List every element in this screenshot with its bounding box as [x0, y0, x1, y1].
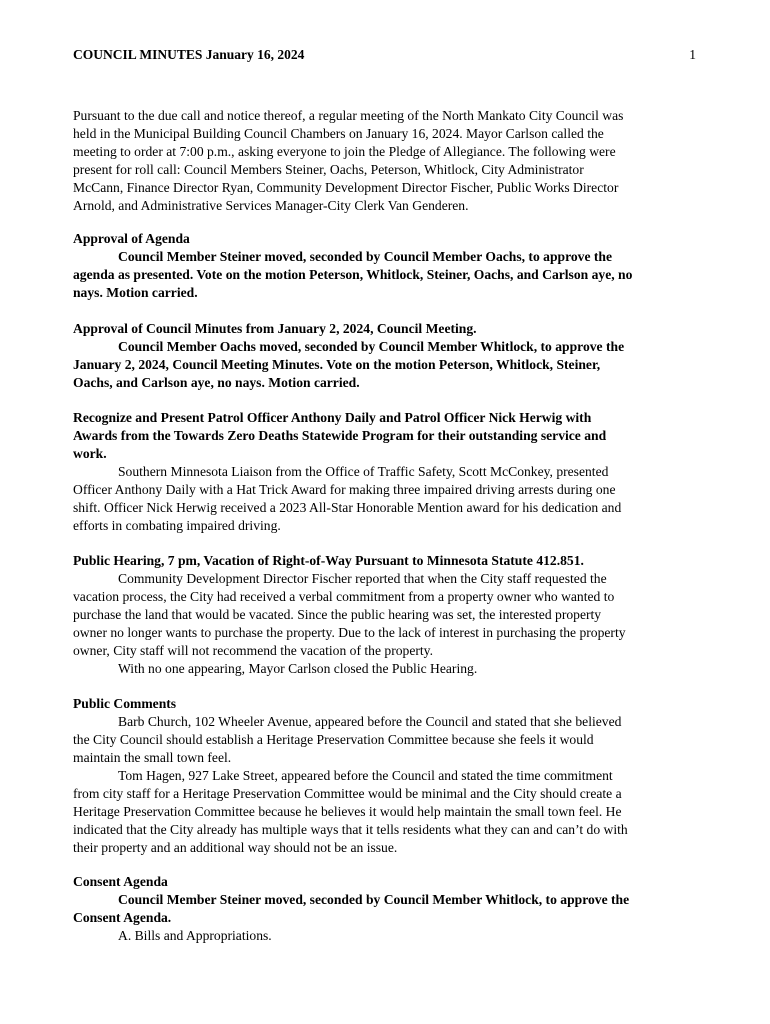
body-line: from city staff for a Heritage Preservation Committee would be minimal and the City should create a [73, 786, 622, 801]
section-heading-awards: Recognize and Present Patrol Officer Anthony Daily and Patrol Officer Nick Herwig with [73, 410, 592, 425]
motion-line: Oachs, and Carlson aye, no nays. Motion carried. [73, 375, 360, 390]
section-heading-minutes: Approval of Council Minutes from January 2, 2024, Council Meeting. [73, 321, 477, 336]
motion-line: nays. Motion carried. [73, 285, 198, 300]
body-line: Southern Minnesota Liaison from the Office of Traffic Safety, Scott McConkey, presented [118, 464, 609, 479]
section-heading-consent: Consent Agenda [73, 874, 168, 889]
motion-line: Council Member Steiner moved, seconded by Council Member Whitlock, to approve the [118, 892, 630, 907]
section-heading-awards: Awards from the Towards Zero Deaths Statewide Program for their outstanding service and [73, 428, 607, 443]
body-line: vacation process, the City had received a verbal commitment from a property owner who wanted to [73, 589, 615, 604]
body-line: the City Council should establish a Heritage Preservation Committee because she feels it would [73, 732, 594, 747]
body-line: their property and an additional way should not be an issue. [73, 840, 398, 855]
body-line: Barb Church, 102 Wheeler Avenue, appeared before the Council and stated that she believed [118, 714, 622, 729]
body-line: Tom Hagen, 927 Lake Street, appeared before the Council and stated the time commitment [118, 768, 613, 783]
body-line: Community Development Director Fischer reported that when the City staff requested the [118, 571, 607, 586]
motion-line: Council Member Steiner moved, seconded by Council Member Oachs, to approve the [118, 249, 613, 264]
intro-line: present for roll call: Council Members Steiner, Oachs, Peterson, Whitlock, City Administrator [73, 162, 584, 177]
body-line: Heritage Preservation Committee because he believes it would help maintain the small town feel. He [73, 804, 622, 819]
intro-line: held in the Municipal Building Council Chambers on January 16, 2024. Mayor Carlson called the [73, 126, 604, 141]
body-line: With no one appearing, Mayor Carlson closed the Public Hearing. [118, 661, 478, 676]
section-heading-agenda: Approval of Agenda [73, 231, 190, 246]
body-line: efforts in combating impaired driving. [73, 518, 281, 533]
intro-line: Pursuant to the due call and notice thereof, a regular meeting of the North Mankato City Council was [73, 108, 624, 123]
motion-line: January 2, 2024, Council Meeting Minutes. Vote on the motion Peterson, Whitlock, Steiner, [73, 357, 601, 372]
body-line: indicated that the City already has multiple ways that it tells residents what they can and can’t do with [73, 822, 628, 837]
motion-line: Council Member Oachs moved, seconded by Council Member Whitlock, to approve the [118, 339, 625, 354]
body-line: purchase the land that would be vacated. Since the public hearing was set, the interested property [73, 607, 602, 622]
body-line: Officer Anthony Daily with a Hat Trick Award for making three impaired driving arrests during one [73, 482, 616, 497]
body-line: owner no longer wants to purchase the property. Due to the lack of interest in purchasing the property [73, 625, 626, 640]
section-heading-hearing: Public Hearing, 7 pm, Vacation of Right-of-Way Pursuant to Minnesota Statute 412.851. [73, 553, 584, 568]
consent-item: A. Bills and Appropriations. [118, 928, 272, 943]
motion-line: Consent Agenda. [73, 910, 172, 925]
section-heading-awards: work. [73, 446, 107, 461]
body-line: owner, City staff will not recommend the vacation of the property. [73, 643, 433, 658]
section-heading-comments: Public Comments [73, 696, 177, 711]
intro-line: Arnold, and Administrative Services Manager-City Clerk Van Genderen. [73, 198, 469, 213]
page-number: 1 [689, 47, 696, 62]
intro-line: meeting to order at 7:00 p.m., asking everyone to join the Pledge of Allegiance. The following were [73, 144, 616, 159]
document-header-title: COUNCIL MINUTES January 16, 2024 [73, 47, 305, 62]
body-line: maintain the small town feel. [73, 750, 232, 765]
intro-line: McCann, Finance Director Ryan, Community Development Director Fischer, Public Works Director [73, 180, 619, 195]
body-line: shift. Officer Nick Herwig received a 2023 All-Star Honorable Mention award for his dedication and [73, 500, 622, 515]
motion-line: agenda as presented. Vote on the motion Peterson, Whitlock, Steiner, Oachs, and Carlson aye, no [73, 267, 633, 282]
